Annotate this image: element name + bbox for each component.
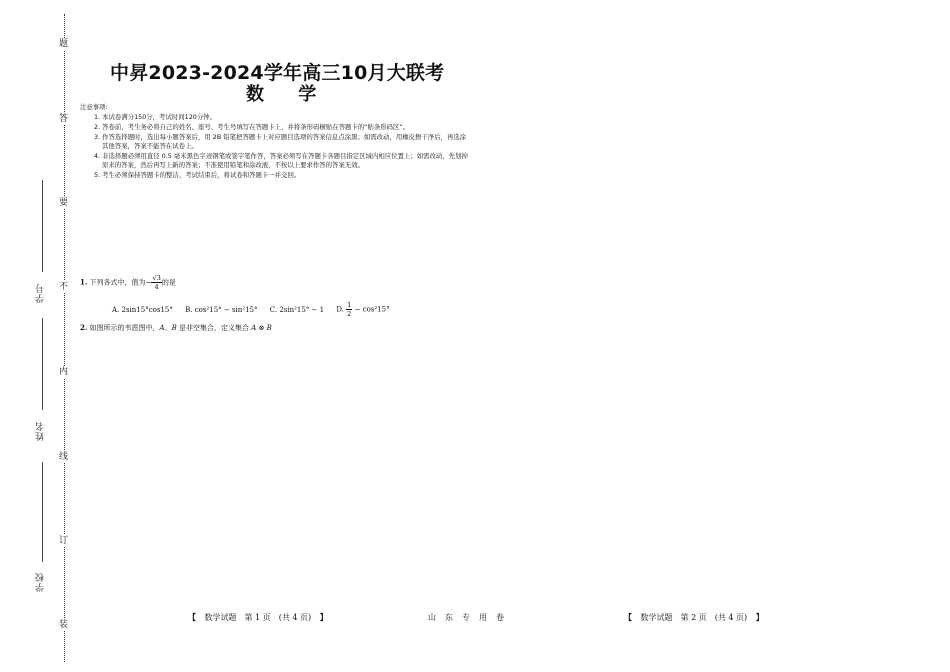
set-expression: A ⊗ B	[251, 324, 272, 332]
footer-right	[624, 612, 764, 623]
fraction-denominator: 2	[347, 310, 352, 318]
fraction-numerator: 1	[347, 301, 352, 309]
seal-char: 答	[59, 114, 69, 124]
option-c[interactable]	[270, 306, 324, 314]
question-stem-mid: 是非空集合，定义集合	[179, 324, 249, 332]
option-text: 2sin15°cos15°	[121, 305, 173, 314]
seal-char: 线	[59, 452, 69, 462]
option-fraction	[346, 301, 352, 318]
seal-char: 订	[59, 536, 69, 546]
question-stem: 下列各式中，值为	[89, 278, 146, 287]
name-label: 姓名	[36, 421, 46, 441]
separator: 、	[164, 324, 172, 332]
question-2	[80, 323, 272, 333]
option-a[interactable]	[112, 306, 173, 314]
question-stem: 如图所示的韦恩图中，	[89, 324, 160, 332]
option-b[interactable]	[185, 306, 257, 314]
student-id-label: 学号	[36, 283, 46, 303]
notice-item: 2. 答卷前，考生务必将自己的姓名、座号、考生号填写在答题卡上，并将条形码横贴在答题卡的“贴条形码区”。	[94, 123, 410, 131]
set-b: B	[171, 324, 177, 332]
option-text: − cos²15°	[354, 305, 390, 314]
footer-center: 山东专用卷	[428, 613, 513, 622]
name-line	[42, 318, 43, 410]
value-sign: −	[145, 278, 152, 287]
option-text: cos²15° − sin²15°	[194, 305, 258, 314]
notice-section	[80, 103, 472, 181]
option-label: D.	[336, 305, 344, 314]
question-1-options	[112, 301, 400, 318]
seal-char: 装	[59, 620, 69, 630]
option-d[interactable]	[336, 301, 389, 318]
value-fraction	[151, 274, 161, 291]
option-label: A.	[112, 305, 120, 314]
fraction-numerator: √3	[152, 274, 161, 282]
notice-item: 3. 作答选择题时，选出每小题答案后，用 2B 铅笔把答题卡上对应题目选项的答案信息点涂黑；如需改动，用橡皮擦干净后，再选涂其他答案，答案不能答在试卷上。	[94, 133, 467, 150]
student-id-line	[42, 180, 43, 272]
option-label: C.	[269, 305, 278, 314]
seal-char: 内	[59, 367, 69, 377]
question-1	[80, 274, 176, 296]
question-number: 1.	[80, 277, 88, 287]
exam-title: 中昇2023-2024学年高三10月大联考	[110, 62, 445, 84]
page-label: 数学试题 第 2 页 (共 4 页)	[640, 613, 748, 622]
option-text: 2sin²15° − 1	[279, 305, 325, 314]
set-a: A	[159, 324, 165, 332]
option-label: B.	[185, 305, 193, 314]
page-label: 数学试题 第 1 页 (共 4 页)	[204, 613, 312, 622]
footer-left	[188, 612, 328, 623]
seal-char: 要	[59, 198, 69, 208]
question-stem-end: 的是	[161, 278, 176, 287]
school-line	[42, 462, 43, 562]
notice-heading: 注意事项:	[80, 103, 108, 111]
question-number: 2.	[80, 323, 88, 332]
bracket-open: 【	[624, 612, 632, 622]
seal-char: 题	[59, 39, 69, 49]
notice-item: 1. 本试卷满分150分，考试时间120分钟。	[94, 113, 216, 121]
school-label: 学校	[36, 572, 46, 592]
seal-char: 不	[59, 282, 69, 292]
bracket-open: 【	[188, 612, 196, 622]
seal-dotted-line	[64, 14, 65, 662]
notice-item: 5. 考生必须保持答题卡的整洁，考试结束后，将试卷和答题卡一并交回。	[94, 171, 301, 179]
exam-subject: 数 学	[246, 84, 331, 105]
fraction-denominator: 4	[154, 283, 159, 291]
notice-item: 4. 非选择题必须用直径 0.5 毫米黑色字迹钢笔或签字笔作答，答案必须写在答题卡各题目指定区域内相应位置上；如需改动，先划掉原来的答案，然后再写上新的答案；不准使用铅笔和涂改液，不按以上要求作答的答案无效。	[94, 152, 468, 169]
bracket-close: 】	[755, 612, 764, 622]
bracket-close: 】	[319, 612, 328, 622]
